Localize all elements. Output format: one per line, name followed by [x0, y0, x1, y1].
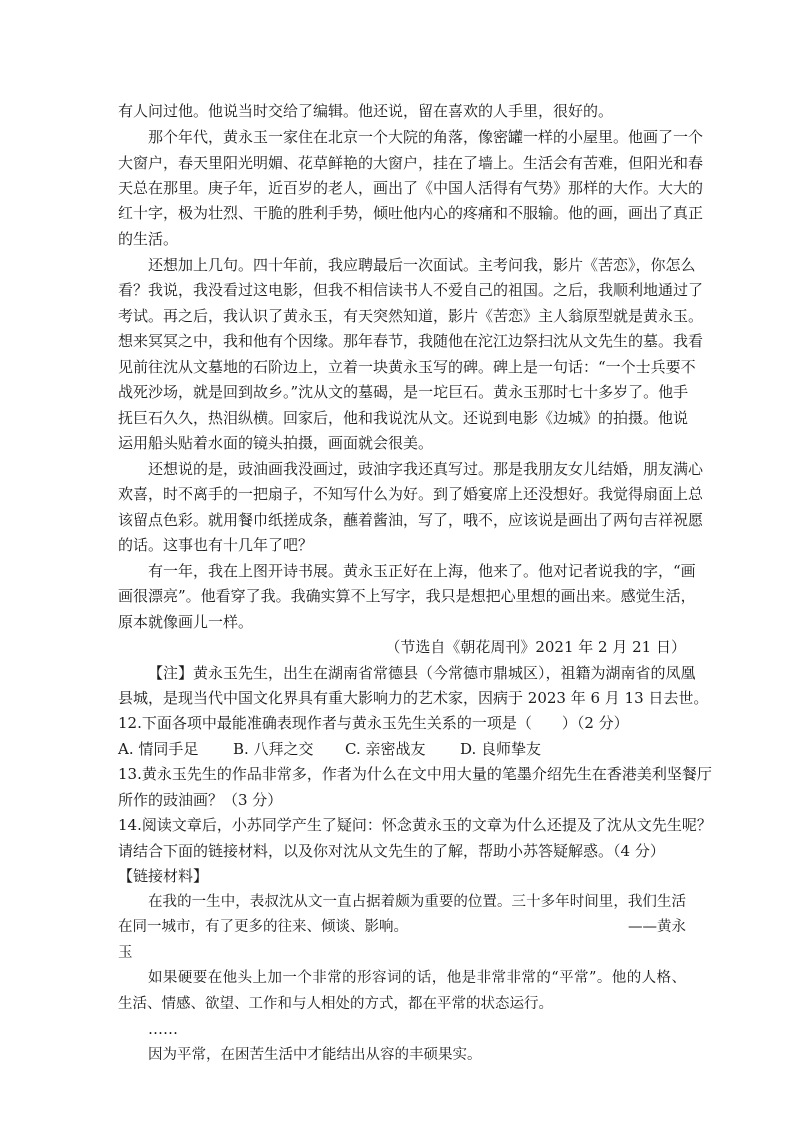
- passage-line: 见前往沈从文墓地的石阶边上，立着一块黄永玉写的碑。碑上是一句话：“一个士兵要不: [118, 358, 696, 376]
- passage-line: 天总在那里。庚子年，近百岁的老人，画出了《中国人活得有气势》那样的大作。大大的: [118, 179, 704, 197]
- passage-line: 运用船头贴着水面的镜头拍摄，画面就会很美。: [118, 434, 434, 452]
- footnote-line: 【注】黄永玉先生，出生在湖南省常德县（今常德市鼎城区），祖籍为湖南省的凤凰: [148, 664, 696, 682]
- passage-line: 欢喜，时不离手的一把扇子，不知写什么为好。到了婚宴席上还没想好。我觉得扇面上总: [118, 485, 704, 503]
- passage-line: 考试。再之后，我认识了黄永玉，有天突然知道，影片《苦恋》主人翁原型就是黄永玉。: [118, 307, 704, 325]
- option-a: A. 情同手足: [118, 740, 199, 758]
- link-material-line: 因为平常，在困苦生活中才能结出从容的丰硕果实。: [148, 1047, 482, 1063]
- question-14-line: 14.阅读文章后，小苏同学产生了疑问：怀念黄永玉的文章为什么还提及了沈从文先生呢？: [118, 816, 712, 834]
- passage-line: 该留点色彩。就用餐巾纸搓成条，蘸着酱油，写了，哦不，应该说是画出了两句吉祥祝愿: [118, 511, 704, 529]
- passage-line: 有人问过他。他说当时交给了编辑。他还说，留在喜欢的人手里，很好的。: [118, 102, 614, 120]
- passage-line: 红十字，极为壮烈、干脆的胜利手势，倾吐他内心的疼痛和不服输。他的画，画出了真正: [118, 204, 704, 222]
- option-d: D. 良师挚友: [460, 740, 542, 758]
- question-13-line: 所作的豉油画？（3 分）: [118, 791, 283, 809]
- passage-line: 的话。这事也有十几年了吧？: [118, 536, 314, 554]
- passage-line: 有一年，我在上图开诗书展。黄永玉正好在上海，他来了。他对记者说我的字，“画: [148, 562, 696, 580]
- question-12-stem: 12.下面各项中最能准确表现作者与黄永玉先生关系的一项是（ ）（2 分）: [118, 714, 629, 732]
- passage-line: 看？我说，我没看过这电影，但我不相信读书人不爱自己的祖国。之后，我顺利地通过了: [118, 281, 704, 299]
- link-material-line: 如果硬要在他头上加一个非常的形容词的话，他是非常非常的“平常”。他的人格、: [148, 970, 686, 986]
- passage-line: 原本就像画儿一样。: [118, 613, 254, 631]
- option-c: C. 亲密战友: [345, 740, 426, 758]
- link-material-heading: 【链接材料】: [118, 867, 209, 885]
- link-material-line: 生活、情感、欲望、工作和与人相处的方式，都在平常的状态运行。: [118, 996, 553, 1012]
- attribution-line: 玉: [118, 945, 133, 961]
- passage-line: 战死沙场，就是回到故乡。”沈从文的墓碣，是一坨巨石。黄永玉那时七十多岁了。他手: [118, 383, 689, 401]
- option-b: B. 八拜之交: [233, 740, 314, 758]
- passage-line: 那个年代，黄永玉一家住在北京一个大院的角落，像密罐一样的小屋里。他画了一个: [148, 128, 704, 146]
- question-13-line: 13.黄永玉先生的作品非常多，作者为什么在文中用大量的笔墨介绍先生在香港美利坚餐厅: [118, 765, 712, 783]
- attribution-line: ——黄永: [628, 919, 686, 935]
- passage-line: 大窗户，春天里阳光明媚、花草鲜艳的大窗户，挂在了墙上。生活会有苦难，但阳光和春: [118, 154, 704, 172]
- question-14-line: 请结合下面的链接材料，以及你对沈从文先生的了解，帮助小苏答疑解惑。（4 分）: [118, 842, 665, 860]
- passage-line: 还想说的是，豉油画我没画过，豉油字我还真写过。那是我朋友女儿结婚，朋友满心: [148, 460, 704, 478]
- passage-line: 画很漂亮”。他看穿了我。我确实算不上写字，我只是想把心里想的画出来。感觉生活，: [118, 587, 696, 605]
- footnote-line: 县城，是现当代中国文化界具有重大影响力的艺术家，因病于 2023 年 6 月 13 日去世。: [118, 689, 709, 707]
- passage-line: 还想加上几句。四十年前，我应聘最后一次面试。主考问我，影片《苦恋》，你怎么: [148, 256, 696, 274]
- source-citation: （节选自《朝花周刊》2021 年 2 月 21 日）: [385, 638, 686, 656]
- passage-line: 想来冥冥之中，我和他有个因缘。那年春节，我随他在沱江边祭扫沈从文先生的墓。我看: [118, 332, 704, 350]
- link-material-line: 在同一城市，有了更多的往来、倾谈、影响。: [118, 919, 408, 935]
- passage-line: 抚巨石久久，热泪纵横。回家后，他和我说沈从文。还说到电影《边城》的拍摄。他说: [118, 409, 689, 427]
- link-material-line: 在我的一生中，表叔沈从文一直占据着颇为重要的位置。三十多年时间里，我们生活: [148, 894, 686, 910]
- ellipsis: ……: [148, 1020, 178, 1038]
- passage-line: 的生活。: [118, 230, 179, 248]
